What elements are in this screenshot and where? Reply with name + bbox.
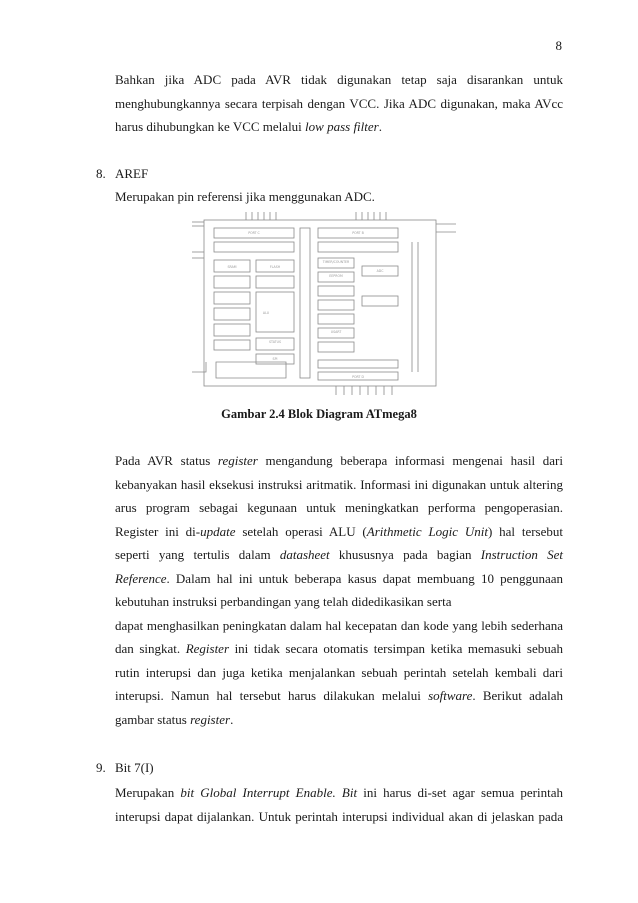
body-line-1-italic: register bbox=[217, 453, 258, 468]
intro-line-3-end: . bbox=[378, 119, 382, 134]
diagram-outer-frame bbox=[204, 220, 436, 386]
body-line-8: dapat menghasilkan peningkatan dalam hal kecepatan dan kode yang lebih sederhana bbox=[115, 617, 563, 633]
body-line-12-b: . bbox=[230, 711, 234, 727]
section-8-title: AREF bbox=[115, 166, 149, 181]
body-line-9-a: dan singkat. bbox=[115, 641, 186, 656]
section-9-title: Bit 7(I) bbox=[115, 760, 154, 775]
diagram-label-timer: TIMER/COUNTER bbox=[322, 260, 350, 264]
diagram-block-left-2 bbox=[214, 242, 294, 252]
section-9-number: 9. bbox=[96, 760, 106, 775]
diagram-block-left-9 bbox=[214, 324, 250, 336]
diagram-label-port-d: PORT D bbox=[352, 375, 364, 379]
intro-line-2: menghubungkannya secara terpisah dengan VCC. Jika ADC digunakan, maka AVcc bbox=[115, 95, 563, 111]
diagram-block-left-10 bbox=[214, 340, 250, 350]
body-line-5-a: seperti yang tertulis dalam bbox=[115, 547, 280, 562]
body-line-10: rutin interupsi dan juga ketika menjalankan sebuah perintah setelah kembali dari bbox=[115, 664, 563, 680]
intro-line-3-text: harus dihubungkan ke VCC melalui bbox=[115, 119, 306, 134]
diagram-label-sram: SRAM bbox=[227, 265, 237, 269]
body-line-5-italic: datasheet bbox=[279, 547, 330, 562]
body-line-5-italic-2: Instruction Set bbox=[480, 547, 563, 562]
intro-line-1: Bahkan jika ADC pada AVR tidak digunakan tetap saja disarankan untuk bbox=[115, 72, 563, 87]
diagram-block-right-2 bbox=[318, 242, 398, 252]
diagram-block-right-5 bbox=[318, 286, 354, 296]
diagram-label-status: STATUS bbox=[269, 340, 281, 344]
body-line-7: kebutuhan instruksi perbandingan yang telah didedikasikan serta bbox=[115, 594, 452, 609]
body-line-6-b: . Dalam hal ini untuk beberapa kasus dapat membuang 10 penggunaan bbox=[166, 570, 563, 586]
intro-line-3 bbox=[115, 115, 563, 139]
section-9-line-1-italic: bit Global Interrupt Enable. Bit bbox=[180, 785, 358, 800]
diagram-block-left-7 bbox=[214, 292, 250, 304]
diagram-block-alu-area bbox=[256, 292, 294, 332]
diagram-label-usart: USART bbox=[330, 330, 342, 334]
body-line-3: arus program sebagai kegunaan untuk meningkatkan performa pengoperasian. bbox=[115, 500, 563, 515]
diagram-label-eeprom: EEPROM bbox=[329, 274, 343, 278]
body-line-11-a: interupsi. Namun hal tersebut harus dilakukan melalui bbox=[115, 688, 429, 703]
block-diagram-figure bbox=[186, 212, 468, 395]
intro-paragraph bbox=[115, 68, 563, 139]
intro-line-3-italic: low pass filter bbox=[305, 119, 379, 134]
diagram-bottom-pins bbox=[336, 386, 392, 395]
section-8-number: 8. bbox=[96, 166, 106, 181]
diagram-top-pins bbox=[246, 212, 386, 220]
figure-caption: Gambar 2.4 Blok Diagram ATmega8 bbox=[221, 407, 417, 421]
body-line-4-a: Register ini di- bbox=[115, 523, 201, 539]
diagram-label-spi: SPI bbox=[272, 357, 278, 361]
body-line-4-italic: update bbox=[200, 523, 236, 539]
body-paragraph bbox=[115, 449, 563, 731]
body-line-5 bbox=[115, 543, 563, 567]
page-number: 8 bbox=[555, 38, 562, 53]
diagram-block-right-11 bbox=[362, 296, 398, 306]
diagram-block-left-6 bbox=[256, 276, 294, 288]
diagram-label-flash: FLASH bbox=[269, 265, 281, 269]
diagram-label-adc: ADC bbox=[376, 269, 384, 273]
section-8-text: Merupakan pin referensi jika menggunakan ADC. bbox=[115, 189, 375, 204]
section-9-line-2: interupsi dapat dijalankan. Untuk perintah interupsi individual akan di jelaskan pada bbox=[115, 808, 563, 824]
section-9-paragraph bbox=[115, 781, 563, 828]
body-line-2: kebanyakan hasil eksekusi instruksi aritmatik. Informasi ini digunakan untuk altering bbox=[115, 476, 563, 492]
diagram-block-right-7 bbox=[318, 314, 354, 324]
body-line-1-b: mengandung beberapa informasi mengenai hasil dari bbox=[257, 453, 563, 468]
section-9-heading bbox=[96, 758, 154, 778]
body-line-6 bbox=[115, 567, 563, 591]
body-line-9-b: ini tidak secara otomatis tersimpan ketika memasuki sebuah bbox=[229, 641, 563, 656]
body-line-4-italic-2: Arithmetic Logic Unit bbox=[366, 523, 488, 539]
body-line-4-b: setelah operasi ALU ( bbox=[235, 523, 367, 539]
body-line-11-b: . Berikut adalah bbox=[472, 688, 563, 703]
body-line-4 bbox=[115, 520, 563, 544]
section-9-line-1-a: Merupakan bbox=[115, 785, 181, 800]
body-line-9-italic: Register bbox=[185, 641, 230, 656]
section-9-line-1-b: ini harus di-set agar semua perintah bbox=[357, 785, 564, 800]
body-line-12-a: gambar status bbox=[115, 711, 191, 727]
section-8-heading bbox=[96, 164, 148, 184]
body-line-1-a: Pada AVR status bbox=[115, 453, 218, 468]
diagram-block-left-5 bbox=[214, 276, 250, 288]
body-line-12-italic: register bbox=[190, 711, 231, 727]
body-line-1 bbox=[115, 449, 563, 473]
diagram-label-port-c: PORT C bbox=[248, 231, 260, 235]
body-line-9 bbox=[115, 637, 563, 661]
diagram-block-right-6 bbox=[318, 300, 354, 310]
diagram-block-left-8 bbox=[214, 308, 250, 320]
diagram-label-alu: ALU bbox=[262, 311, 270, 315]
body-line-5-b: khususnya pada bagian bbox=[329, 547, 481, 562]
section-9-line-1 bbox=[115, 781, 563, 805]
body-line-11 bbox=[115, 684, 563, 708]
diagram-block-right-9 bbox=[318, 342, 354, 352]
body-line-11-italic: software bbox=[428, 688, 473, 703]
body-line-12 bbox=[115, 708, 563, 732]
diagram-block-right-12 bbox=[318, 360, 398, 368]
body-line-6-italic: Reference bbox=[115, 570, 167, 586]
body-line-4-c: ) hal tersebut bbox=[487, 523, 563, 539]
diagram-data-bus bbox=[300, 228, 310, 378]
diagram-label-port-b: PORT B bbox=[352, 231, 364, 235]
